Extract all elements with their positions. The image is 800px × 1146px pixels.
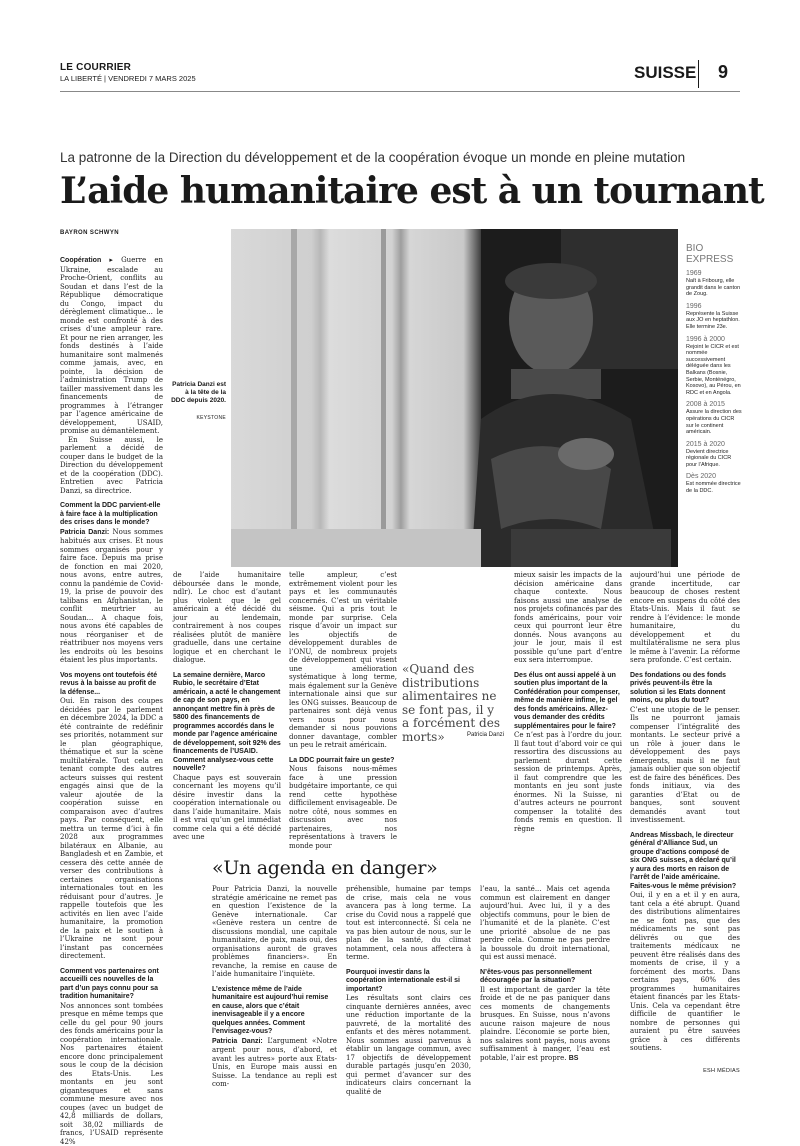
- lead-arrow: ▸: [109, 256, 113, 264]
- interview-question: La semaine dernière, Marco Rubio, le secrétaire d’Etat américain, a acté le changement de cap de son pays, en annonçant mettre fin à près de 5800 des financements de programmes accordés dans le monde par l’agence américaine de développement, soit 92% des financements de l’USAID. Comment analysez-vous cette nouvelle?: [173, 672, 281, 774]
- speaker-label: Patricia Danzi:: [60, 529, 109, 536]
- interview-answer: Ce n’est pas à l’ordre du jour. Il faut tout d’abord voir ce qui ressortira des discussions au parlement durant cette session de printemps. Après, il faut comprendre que les montants en jeu sont juste énormes. Ni la Suisse, ni d’autres acteurs ne pourront compenser la totalité des fonds remis en question. Il règne: [514, 731, 622, 833]
- interview-answer: aujourd’hui une période de grande incertitude, car beaucoup de choses restent encore en suspens du côté des Etats-Unis. Mais il faut se rendre à l’évidence: le monde humanitaire, du développement et du multilatéralisme ne sera plus le même à l’avenir. La réforme sera profonde. C’est certain.: [630, 571, 740, 665]
- interview-answer: Oui. En raison des coupes décidées par le parlement en décembre 2024, la DDC a été contrainte de redéfinir ses priorités, notamment sur le plan géographique, thématique et sur la scène multilatérale. Tout cela en tenant compte des autres acteurs suisses qui restent engagés ainsi que de la valeur ajoutée de la coopération suisse en comparaison avec d’autres pays. Par conséquent, elle mettra un terme d’ici à fin 2028 aux programmes bilatéraux en Albanie, au Bangladesh et en Zambie, et cessera dès cette année de verser des contributions à certaines organisations internationales tout en les réduisant pour d’autres. Je rappelle toutefois que les activités en lien avec l’aide humanitaire, la promotion de la paix et le soutien à l’Ukraine ne sont pour l’instant pas concernées directement.: [60, 697, 163, 961]
- bio-year: 1969: [686, 269, 742, 278]
- interview-answer: préhensible, humaine par temps de crise, mais cela ne vous avancera pas à long terme. La crise du Covid nous a rappelé que tout est interconnecté. Si cela ne va pas bien autour de nous, sur le plan de la santé, du climat notamment, cela nous affectera à terme.: [346, 885, 471, 962]
- column-1: [60, 256, 163, 1094]
- page-number: 9: [718, 62, 728, 83]
- interview-answer: C’est une utopie de le penser. Ils ne pourront jamais compenser l’intégralité des montants. Le secteur privé a un rôle à jouer dans le développement des pays émergents, mais il ne faut jamais oublier que son objectif est de faire des bénéfices. Des fonds initiaux, via des garanties d’Etat ou de banques, sont souvent demandés avant tout investissement.: [630, 706, 740, 825]
- column-2: [173, 571, 281, 851]
- interview-question: La DDC pourrait faire un geste?: [289, 757, 397, 766]
- interview-answer: de l’aide humanitaire déboursée dans le monde, ndlr). Le choc est d’autant plus violent que le gel américain a été décidé du jour au lendemain, contrairement à nos coupes réalisées plutôt de manière graduelle, dans une certaine logique et en cherchant le dialogue.: [173, 571, 281, 665]
- speaker-label: Patricia Danzi:: [212, 1038, 263, 1045]
- paper-name: LE COURRIER: [60, 62, 131, 73]
- article-headline: L’aide humanitaire est à un tournant: [60, 168, 760, 214]
- lead-word: Coopération: [60, 257, 101, 264]
- portrait-photo: [231, 229, 678, 567]
- bio-box: [686, 243, 742, 495]
- column-4: [514, 571, 622, 851]
- byline: BAYRON SCHWYN: [60, 230, 119, 236]
- bio-text: Rejoint le CICR et est nommée successivement déléguée dans les Balkans (Bosnie, Serbie, Monténégro, Kosovo), au Pérou, en RDC et en Angola.: [686, 344, 742, 397]
- bio-text: Devient directrice régionale du CICR pour l’Afrique.: [686, 449, 742, 469]
- bio-title: BIO: [686, 243, 742, 254]
- column-3: [289, 571, 397, 851]
- interview-question: Des fondations ou des fonds privés peuvent-ils être la solution si les Etats donnent moins, ou plus du tout?: [630, 672, 740, 706]
- column-6: [212, 885, 337, 1085]
- interview-answer: L’argument «Notre argent pour nous, d’abord, et avant les autres» porte aux Etats-Unis, en Europe mais aussi en Suisse. La tendance au repli est com-: [212, 1037, 337, 1089]
- interview-question: Comment vos partenaires ont accueilli ces nouvelles de la part d’un pays connu pour sa tradition humanitaire?: [60, 968, 163, 1002]
- interview-answer: Oui, il y en a et il y en aura, tant cela a été abrupt. Quand des distributions alimentaires ne se font pas, que des médicaments ne sont pas délivrés ou que des traitements médicaux ne peuvent être réalisés dans des moments de crise, il y a forcément des morts. Dans certains pays, 60% des programmes humanitaires étaient financés par les Etats-Unis. Cela va cependant être difficile de quantifier le nombre de personnes qui auraient pu être sauvées grâce à ces différents soutiens.: [630, 891, 740, 1053]
- bio-text: Représente la Suisse aux JO en heptathlon. Elle termine 23e.: [686, 311, 742, 331]
- interview-question: L’existence même de l’aide humanitaire est aujourd’hui remise en cause, alors que c’était inenvisageable il y a encore quelques années. Comment l’envisagez-vous?: [212, 986, 337, 1037]
- bio-text: Est nommée directrice de la DDC.: [686, 481, 742, 494]
- interview-answer: Pour Patricia Danzi, la nouvelle stratégie américaine ne remet pas en question l’existence de la Genève internationale. Car «Genève restera un centre de discussions mondial, une capitale humanitaire, de paix, mais oui, des organisations auront de graves problèmes financiers». En revanche, la remise en cause de l’aide humanitaire l’inquiète.: [212, 885, 337, 979]
- photo-illustration: [231, 229, 678, 567]
- end-mark: BS: [569, 1055, 579, 1062]
- column-7: [346, 885, 471, 1085]
- intro-paragraph: Guerre en Ukraine, escalade au Proche-Orient, conflits au Soudan et dans l’est de la République démocratique du Congo, impact du dérèglement climatique... le monde est confronté à des crises d’une ampleur rare. Et pour ne rien arranger, les fonds destinés à l’aide humanitaire sont malmenés comme jamais, avec, en pointe, la décision de l’administration Trump de tailler massivement dans les financements de programmes à l’étranger par l’agence américaine de développement, USAID, promise au démantèlement.: [60, 256, 163, 435]
- interview-answer: Nous sommes habitués aux crises. Et nous sommes organisés pour y faire face. Depuis ma prise de fonction en mai 2020, nous avons, entre autres, connu la pandémie de Covid-19, la prise de pouvoir des talibans en Afghanistan, le conflit meurtrier au Soudan... A chaque fois, nous avons été capables de nous réorganiser et de réattribuer nos moyens vers les endroits où les besoins étaient les plus importants.: [60, 528, 163, 665]
- bio-year: 2015 à 2020: [686, 440, 742, 449]
- interview-question: Andreas Missbach, le directeur général d’Alliance Sud, un groupe d’actions composé de six ONG suisses, a déclaré qu’il y aura des morts en raison de l’arrêt de l’aide américaine. Faites-vous le même prévision?: [630, 832, 740, 892]
- interview-question: N’êtes-vous pas personnellement découragée par la situation?: [480, 969, 610, 986]
- bio-text: Assure la direction des opérations du CICR sur le continent américain.: [686, 409, 742, 435]
- header-divider: [698, 60, 699, 88]
- interview-question: Vos moyens ont toutefois été revus à la baisse au profit de la défense...: [60, 672, 163, 698]
- interview-answer: telle ampleur, c’est extrêmement violent pour les pays et les communautés concernés. C’est un véritable séisme. Qui a pris tout le monde par surprise. Cela risque d’avoir un impact sur les objectifs de développement durables de l’ONU, de nombreux projets de développement qui visent une amélioration systématique à long terme, mais également sur la Genève internationale ainsi que sur les ONG suisses. Beaucoup de partenaires sont déjà venus vers nous pour nous demander si nous pouvions donner davantage, combler un peu le retrait américain.: [289, 571, 397, 750]
- bio-year: 2008 à 2015: [686, 400, 742, 409]
- interview-answer: mieux saisir les impacts de la décision américaine dans chaque contexte. Nous faisons aussi une analyse de nos projets cofinancés par des fonds américains, pour voir ceux qui pourront leur être donnés. Nous avançons au jour le jour, mais il est possible qu’une part d’entre eux sera interrompue.: [514, 571, 622, 665]
- edition-line: LA LIBERTÉ | VENDREDI 7 MARS 2025: [60, 74, 196, 83]
- column-8: [480, 885, 610, 1085]
- section-subhead: «Un agenda en danger»: [212, 857, 437, 879]
- bio-year: Dès 2020: [686, 472, 742, 481]
- credit-end: ESH MÉDIAS: [630, 1068, 740, 1074]
- interview-answer: Il est important de garder la tête froide et de ne pas paniquer dans ces moments de changements brusques. En Suisse, nous n’avons aucune raison majeure de nous plaindre. L’économie se porte bien, nos salaires sont payés, nous avons suffisamment à manger, l’eau est potable, l’air est propre.: [480, 986, 610, 1062]
- interview-answer: Les résultats sont clairs ces cinquante dernières années, avec une réduction importante de la pauvreté, de la mortalité des enfants et des mères notamment. Nous sommes aussi parvenus à établir un langage commun, avec 17 objectifs de développement durable partagés jusqu’en 2030, qui permet d’avancer sur des indicateurs clairs concernant la qualité de: [346, 994, 471, 1096]
- interview-question: Comment la DDC parvient-elle à faire face à la multiplication des crises dans le monde?: [60, 502, 163, 528]
- interview-answer: l’eau, la santé... Mais cet agenda commun est clairement en danger aujourd’hui. Avec lui, il y a des objectifs communs, pour le bien de l’humanité et de la planète. C’est une priorité absolue de ne pas perdre cela. Comme ne pas perdre la boussole du droit international, qui est aussi menacé.: [480, 885, 610, 962]
- intro-paragraph-2: En Suisse aussi, le parlement a décidé de couper dans le budget de la Direction du développement et de la coopération (DDC). Entretien avec Patricia Danzi, sa directrice.: [60, 436, 163, 496]
- pull-quote-author: Patricia Danzi: [402, 732, 504, 738]
- bio-year: 1996: [686, 302, 742, 311]
- interview-answer: Nos annonces sont tombées presque en même temps que celle du gel pour 90 jours des fonds américains pour la coopération internationale. Nos partenaires étaient encore donc principalement sous le coup de la décision des Etats-Unis. Les montants en jeu sont gigantesques et sans commune mesure avec nos coupes (avec un budget de 42,8 milliards de dollars, soit 38,02 milliards de francs, l’USAID représente 42%: [60, 1002, 163, 1146]
- bio-text: Naît à Fribourg, elle grandit dans le canton de Zoug.: [686, 278, 742, 298]
- bio-year: 1996 à 2000: [686, 335, 742, 344]
- interview-question: Des élus ont aussi appelé à un soutien plus important de la Confédération pour compenser, même de manière infime, le gel des fonds américains. Allez-vous demander des crédits supplémentaires pour le faire?: [514, 672, 622, 732]
- interview-question: Pourquoi investir dans la coopération internationale est-il si important?: [346, 969, 471, 995]
- pull-quote: «Quand des distributions alimentaires ne se font pas, il y a forcément des morts»: [402, 663, 504, 744]
- interview-answer: Nous faisons nous-mêmes face à une pression budgétaire importante, ce qui rend cette hypothèse difficilement envisageable. De notre côté, nous sommes en discussion avec nos partenaires, nos représentations à travers le monde pour: [289, 765, 397, 850]
- article-kicker: La patronne de la Direction du développement et de la coopération évoque un monde en pleine mutation: [60, 150, 760, 165]
- section-name: SUISSE: [634, 63, 696, 83]
- header-rule: [60, 91, 740, 92]
- bio-title-2: EXPRESS: [686, 254, 742, 265]
- photo-credit: KEYSTONE: [170, 415, 226, 421]
- interview-answer: Chaque pays est souverain concernant les moyens qu’il désire investir dans la coopération internationale ou dans l’aide humanitaire. Mais il est vrai qu’un gel immédiat comme cela qui a été décidé avec une: [173, 774, 281, 842]
- photo-caption: Patricia Danzi est à la tête de la DDC depuis 2020.: [170, 381, 226, 405]
- column-5: [630, 571, 740, 1066]
